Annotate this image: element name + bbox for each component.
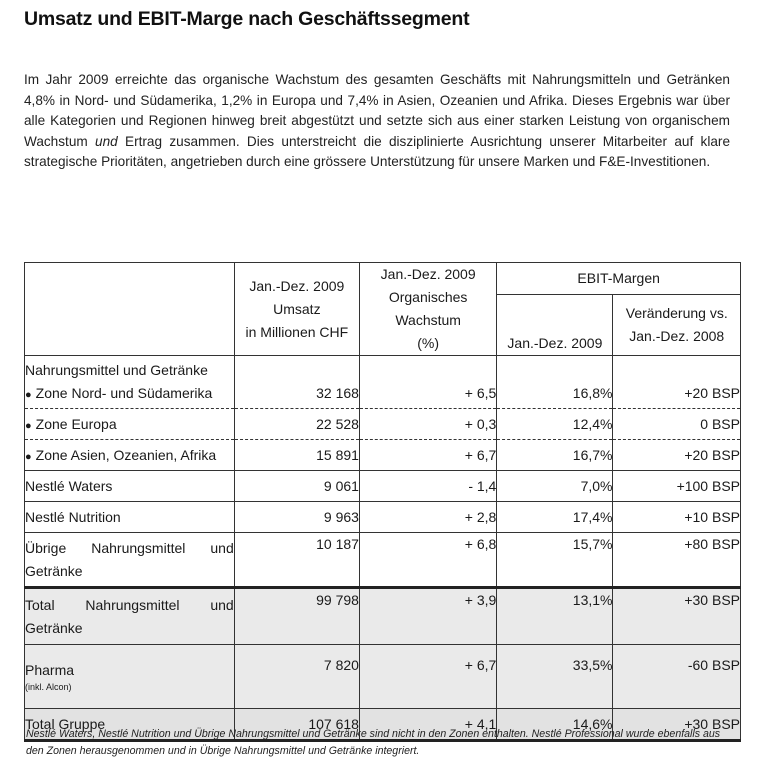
cell-umsatz: 9 061 (234, 471, 359, 502)
header-umsatz-unit: in Millionen CHF (245, 323, 349, 340)
intro-text-part1: Im Jahr 2009 erreichte das organische Wachstum des gesamten Geschäfts mit Nahrungsmitteln und Getränken 4,8% in Nord- und Südamerika, 1,2% in Europa und 7,4% in Asien, Ozeanien und Afrika. Dieses Ergebnis war über alle Kategorien und Regionen hinweg breit abgestützt und setzte sich aus einer starken Leistung von organischem Wachstum (24, 72, 730, 149)
row-label-sub: (inkl. Alcon) (25, 681, 72, 692)
cell-wachstum: + 6,8 (359, 533, 496, 588)
cell-veraenderung: +100 BSP (613, 471, 741, 502)
segment-table (24, 262, 741, 742)
row-label-line2: Getränke (25, 619, 83, 636)
cell-wachstum: + 4,1 (359, 709, 496, 741)
table-row (25, 409, 741, 440)
cell-ebit: 7,0% (497, 471, 613, 502)
row-label (25, 533, 235, 588)
row-label-line1: Übrige Nahrungsmittel und (25, 539, 234, 556)
cell-wachstum: + 6,7 (359, 440, 496, 471)
cell-umsatz: 15 891 (234, 440, 359, 471)
cell-veraenderung: +80 BSP (613, 533, 741, 588)
header-umsatz-label: Umsatz (273, 300, 321, 317)
row-label: Nestlé Nutrition (25, 502, 235, 533)
cell-ebit: 16,7% (497, 440, 613, 471)
cell-ebit: 16,8% (497, 378, 613, 409)
header-wachstum-label1: Organisches (388, 289, 468, 305)
cell-veraenderung: +10 BSP (613, 502, 741, 533)
header-wachstum-unit: (%) (417, 335, 440, 351)
table-row (25, 471, 741, 502)
cell-wachstum: + 3,9 (359, 588, 496, 645)
row-label: Total Gruppe (25, 709, 235, 741)
cell-veraenderung: +30 BSP (613, 709, 741, 741)
header-wachstum-label2: Wachstum (395, 312, 461, 328)
footnote: Nestlé Waters, Nestlé Nutrition und Übrige Nahrungsmittel und Getränke sind nicht in den Zonen enthalten. Nestlé Professional wurde ebenfalls aus den Zonen herausgenommen und in Übrige Nahrungsmittel und Getränke integriert. (26, 728, 721, 757)
cell-umsatz: 10 187 (234, 533, 359, 588)
header-veraenderung (613, 295, 741, 356)
cell-veraenderung: 0 BSP (613, 409, 741, 440)
table-row (25, 440, 741, 471)
cell-umsatz: 22 528 (234, 409, 359, 440)
row-label (25, 409, 235, 440)
empty-cell (497, 356, 613, 379)
cell-umsatz: 99 798 (234, 588, 359, 645)
header-umsatz (234, 263, 359, 356)
cell-ebit: 17,4% (497, 502, 613, 533)
group-label: Nahrungsmittel und Getränke (25, 356, 235, 379)
cell-ebit: 14,6% (497, 709, 613, 741)
cell-veraenderung: -60 BSP (613, 645, 741, 709)
table-row (25, 502, 741, 533)
header-veraenderung-l2: Jan.-Dez. 2008 (629, 328, 725, 344)
cell-ebit: 12,4% (497, 409, 613, 440)
cell-wachstum: + 2,8 (359, 502, 496, 533)
row-label-text: Zone Europa (35, 416, 117, 432)
cell-ebit: 15,7% (497, 533, 613, 588)
cell-umsatz: 32 168 (234, 378, 359, 409)
cell-wachstum: + 6,7 (359, 645, 496, 709)
intro-text-part2: Ertrag zusammen. Dies unterstreicht die disziplinierte Ausrichtung unserer Mitarbeiter auf klare strategische Prioritäten, angetrieben durch eine grössere Unterstützung für unsere Marken und F&E-Investitionen. (24, 133, 730, 170)
table-row-total-food (25, 588, 741, 645)
empty-cell (234, 356, 359, 379)
header-ebit-2009: Jan.-Dez. 2009 (497, 295, 613, 356)
table-row (25, 533, 741, 588)
row-label-text: Zone Nord- und Südamerika (35, 385, 213, 401)
intro-paragraph (24, 70, 730, 173)
empty-cell (613, 356, 741, 379)
cell-umsatz: 9 963 (234, 502, 359, 533)
cell-wachstum: - 1,4 (359, 471, 496, 502)
cell-veraenderung: +30 BSP (613, 588, 741, 645)
header-veraenderung-l1: Veränderung vs. (625, 305, 728, 321)
row-label-text: Zone Asien, Ozeanien, Afrika (35, 447, 217, 463)
row-label (25, 588, 235, 645)
row-label-line2: Getränke (25, 562, 83, 579)
cell-veraenderung: +20 BSP (613, 378, 741, 409)
bullet-icon: ● (25, 420, 32, 432)
header-wachstum (359, 263, 496, 356)
cell-umsatz: 7 820 (234, 645, 359, 709)
row-label: Nestlé Waters (25, 471, 235, 502)
header-blank-cell (25, 263, 235, 356)
intro-text-emphasis: und (95, 133, 118, 149)
row-label (25, 645, 235, 709)
header-wachstum-period: Jan.-Dez. 2009 (380, 266, 476, 282)
empty-cell (359, 356, 496, 379)
row-label (25, 378, 235, 409)
row-label (25, 440, 235, 471)
table-header-row (25, 263, 741, 295)
cell-wachstum: + 0,3 (359, 409, 496, 440)
header-umsatz-period: Jan.-Dez. 2009 (249, 277, 345, 294)
row-label-line1: Total Nahrungsmittel und (25, 596, 234, 613)
cell-ebit: 33,5% (497, 645, 613, 709)
bullet-icon: ● (25, 389, 32, 401)
cell-wachstum: + 6,5 (359, 378, 496, 409)
table-row-pharma (25, 645, 741, 709)
table-row-group-heading (25, 356, 741, 379)
header-ebit-margen: EBIT-Margen (497, 263, 741, 295)
bullet-icon: ● (25, 451, 32, 463)
cell-umsatz: 107 618 (234, 709, 359, 741)
cell-veraenderung: +20 BSP (613, 440, 741, 471)
row-label-main: Pharma (25, 661, 75, 678)
table-row (25, 378, 741, 409)
page-title: Umsatz und EBIT-Marge nach Geschäftssegment (24, 8, 470, 30)
cell-ebit: 13,1% (497, 588, 613, 645)
